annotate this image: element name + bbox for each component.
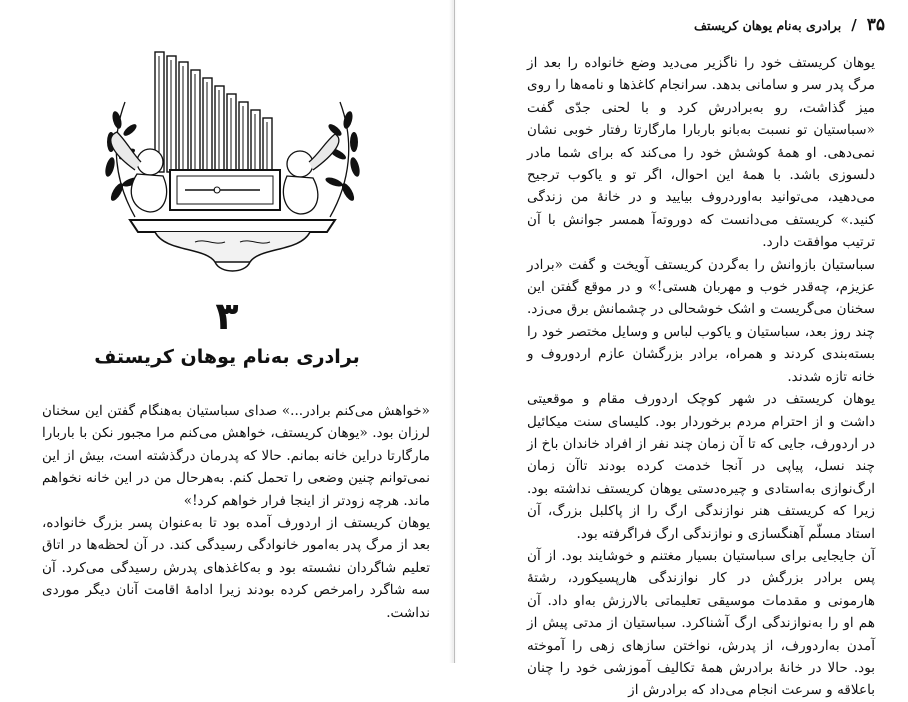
chapter-number: ۳ [215, 294, 239, 338]
left-page-body [42, 400, 430, 624]
right-page-body [527, 52, 875, 702]
paragraph: سباستیان بازوانش را به‌گردن کریستف آویخت و گفت «برادر عزیزم، چه‌قدر خوب و مهربان هستی!» و در موقع گفتن این سخنان می‌گریست و اشک خوشحالی در چشمانش برق می‌زد. چند روز بعد، سباستیان و یاکوب لباس و وسایل مختصر خود را بسته‌بندی کردند و همراه، برادر بزرگشان عازم اردوروف و خانه تازه شدند. [527, 256, 875, 385]
paragraph: یوهان کریستف از اردورف آمده بود تا به‌عنوان پسر بزرگ خانواده، بعد از مرگ پدر به‌امور خانوادگی رسیدگی کند. در آن لحظه‌ها در اتاق تعلیم شاگردان نشسته بود و به‌کاغذهای پدرش رسیدگی می‌کرد. آن سه شاگرد رامرخص کرده بودند زیرا ادامهٔ اقامت آنان دیگر موردی نداشت. [42, 515, 430, 621]
running-header [525, 14, 885, 36]
paragraph: یوهان کریستف در شهر کوچک اردورف مقام و موقعیتی داشت و از احترام مردم برخوردار بود. کلیسای سنت میکائیل در اردورف، جایی که تا آن زمان چند نفر از افراد خاندان باخ از چند نسل، پیاپی در آنجا خدمت کرده بودند تاآن زمان ارگ‌نوازی به‌استادی و چیره‌دستی یوهان کریستف نداشته بود. زیرا که کریستف هنر نوازندگی ارگ را از پاکلبل بزرگ، آن استاد مسلّم آهنگسازی و نوازندگی ارگ فراگرفته بود. [527, 391, 875, 542]
header-separator: / [851, 16, 857, 34]
chapter-title: برادری به‌نام یوهان کریستف [94, 346, 360, 368]
paragraph: «خواهش می‌کنم برادر...» صدای سباستیان به‌هنگام گفتن این سخنان لرزان بود. «یوهان کریستف، خواهش می‌کنم مرا مجبور نکن با باربارا مارگارتا دراین خانه بمانم. حالا که پدرمان درگذشته است، بیش از این نمی‌توانم چنین وضعی را تحمل کنم. به‌هرحال من در این خانه نخواهم ماند. هرچه زودتر از اینجا فرار خواهم کرد!» [42, 403, 430, 509]
paragraph: یوهان کریستف خود را ناگزیر می‌دید وضع خانواده را بعد از مرگ پدر سر و سامانی بدهد. سرانجام کاغذها و نامه‌ها را روی میز گذاشت، رو به‌برادرش کرد و با لحنی جدّی گفت «سباستیان تو نسبت به‌بانو باربارا مارگارتا رفتار خوبی نشان نمی‌دهی. او همهٔ کوشش خود را می‌کند که برای شما مادر دلسوزی باشد. با همهٔ این احوال، اگر تو و یاکوب ترجیح می‌دهید، می‌توانید به‌اوردروف بیایید و در خانهٔ من زندگی کنید.» کریستف می‌دانست که دوروته‌آ همسر جوانش با آن ترتیب موافقت دارد. [527, 55, 875, 251]
page-number: ۳۵ [866, 15, 885, 35]
running-title: برادری به‌نام یوهان کریستف [694, 17, 842, 33]
right-page [455, 0, 908, 699]
paragraph: آن جایجایی برای سباستیان بسیار مغتنم و خوشایند بود. از آن پس برادر بزرگش در کار نوازندگی هارپسیکورد، رشتهٔ هارمونی و مقدمات موسیقی تعلیماتی بالارزش به‌او داد. آن هم او را به‌نوازندگی ارگ آشناکرد. سباستیان از مدتی پیش از آمدن به‌اردورف، از پدرش، نواختن سازهای زهی را آموخته بود. حالا در خانهٔ برادرش همهٔ تکالیف آموزشی خود را چنان باعلاقه و سرعت انجام می‌داد که برادرش از [527, 547, 875, 699]
left-page [0, 0, 454, 663]
organ-ornament-illustration [95, 42, 370, 282]
